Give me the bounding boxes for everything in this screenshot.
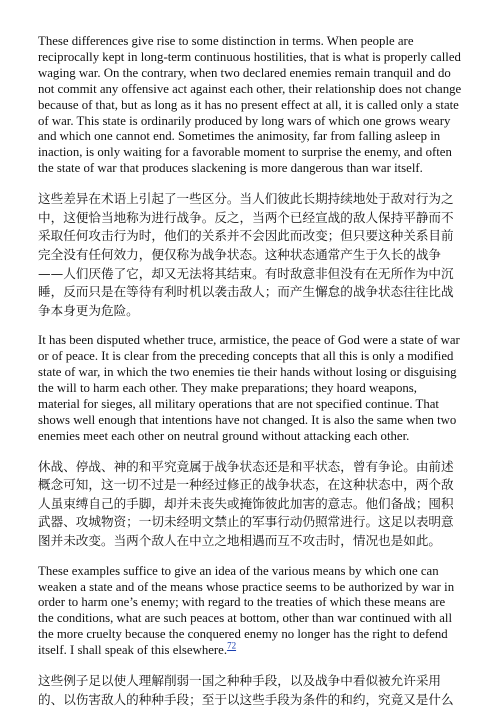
paragraph-zh-1: 这些差异在术语上引起了一些区分。当人们彼此长期持续地处于敌对行为之中，这便恰当地称为进行战争。反之，当两个已经宣战的敌人保持平静而不采取任何攻击行为时，他们的关系并不会因此而改变；但只要这种关系目前完全没有任何效力，便仅称为战争状态。这种状态通常产生于久长的战争——人们厌倦了它，却又无法将其结束。有时敌意非但没有在无所作为中沉睡，反而只是在等待有利时机以袭击敌人；而产生懈怠的战争状态往往比战争本身更为危险。 (38, 191, 454, 318)
paragraph-en-3 (38, 564, 462, 659)
paragraph-en-1: These differences give rise to some distinction in terms. When people are reciprocally kept in long-term continuous hostilities, that is what is properly called waging war. On the contrary, when two declared enemies remain tranquil and do not commit any offensive act against each other, their relationship does not change because of that, but as long as it has no present effect at all, it is called only a state of war. This state is ordinarily produced by long wars of which one grows weary and which one cannot end. Sometimes the animosity, far from falling asleep in inaction, is only waiting for a favorable moment to surprise the enemy, and often the state of war that produces slackening is more dangerous than war itself. (38, 34, 462, 176)
paragraph-zh-3: 这些例子足以使人理解削弱一国之种种手段，以及战争中看似被允许采用的、以伤害敌人的种种手段；至于以这些手段为条件的和约，究竟又是什么 (38, 673, 454, 707)
footnote-link[interactable]: 72 (227, 640, 237, 651)
document-page (38, 34, 462, 722)
paragraph-en-3-text: These examples suffice to give an idea of the various means by which one can weaken a state and of the means whose practice seems to be authorized by war in order to harm one’s enemy; with regard to the treaties of which these means are the conditions, what are such peaces at bottom, other than war continued with all the more cruelty because the conquered enemy no longer has the right to defend itself. I shall speak of this elsewhere. (38, 563, 455, 658)
paragraph-zh-2: 休战、停战、神的和平究竟属于战争状态还是和平状态，曾有争论。由前述概念可知，这一切不过是一种经过修正的战争状态，在这种状态中，两个敌人虽束缚自己的手脚，却并未丧失或掩饰彼此加害的意志。他们备战；囤积武器、攻城物资；一切未经明文禁止的军事行动仍照常进行。这足以表明意图并未改变。当两个敌人在中立之地相遇而互不攻击时，情况也是如此。 (38, 458, 454, 549)
paragraph-en-2: It has been disputed whether truce, armistice, the peace of God were a state of war or of peace. It is clear from the preceding concepts that all this is only a modified state of war, in which the two enemies tie their hands without losing or disguising the will to harm each other. They make preparations; they hoard weapons, material for sieges, all military operations that are not specified continue. That shows well enough that intentions have not changed. It is also the same when two enemies meet each other on neutral ground without attacking each other. (38, 333, 460, 443)
